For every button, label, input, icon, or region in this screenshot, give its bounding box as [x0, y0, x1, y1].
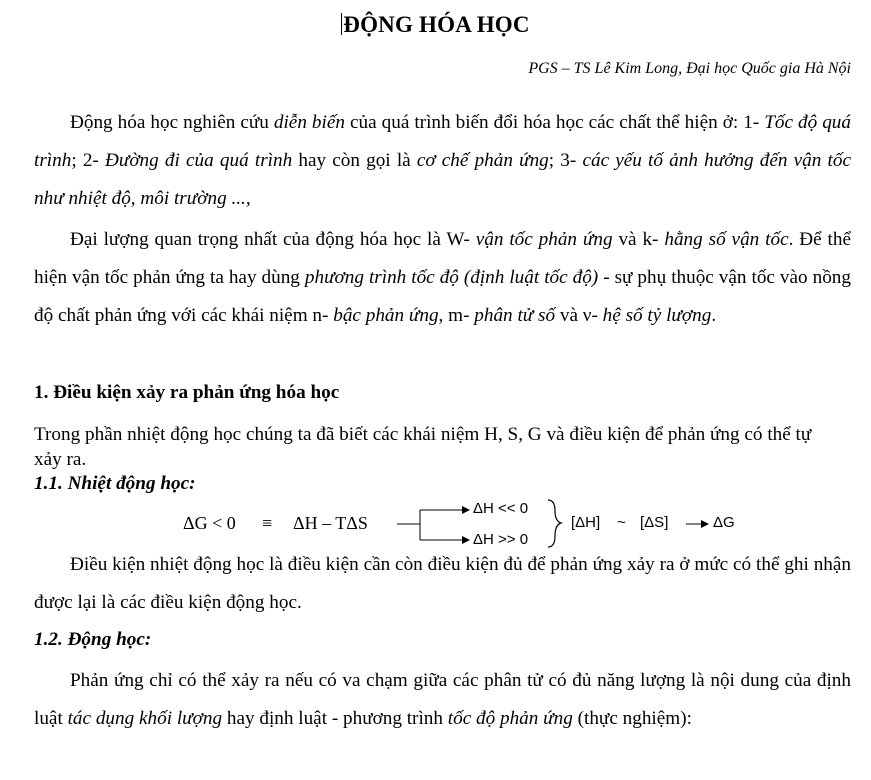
- formula-result: ΔG: [713, 514, 735, 531]
- intro-paragraph: Động hóa học nghiên cứu diễn biến của quá trình biến đổi hóa học các chất thể hiện ở: 1- Tốc độ quá trình; 2- Đường đi của quá trình hay còn gọi là cơ chế phản ứng; 3- các yếu tố ảnh hưởng đến vận tốc như nhiệt độ, môi trường ...,: [34, 112, 851, 209]
- formula-equiv: ≡: [262, 513, 273, 533]
- formula-delta-g: ΔG < 0: [183, 513, 236, 533]
- formula-relation-s: [ΔS]: [640, 514, 669, 531]
- formula-lower: ΔH >> 0: [473, 531, 529, 548]
- document-title: ĐỘNG HÓA HỌC: [343, 12, 530, 37]
- formula-upper: ΔH << 0: [473, 500, 529, 517]
- formula-expression: ΔH – TΔS: [293, 513, 368, 533]
- formula-relation-h: [ΔH]: [571, 514, 601, 531]
- section-1-1-text: Điều kiện nhiệt động học là điều kiện cần còn điều kiện đủ để phản ứng xảy ra ở mức có thể ghi nhận được lại là các điều kiện động học.: [34, 554, 851, 613]
- section-1-1-heading: 1.1. Nhiệt động học:: [34, 473, 196, 494]
- quantity-paragraph: Đại lượng quan trọng nhất của động hóa học là W- vận tốc phản ứng và k- hằng số vận tốc. Để thể hiện vận tốc phản ứng ta hay dùng phương trình tốc độ (định luật tốc độ) - sự phụ thuộc vận tốc vào nồng độ chất phản ứng với các khái niệm n- bậc phản ứng, m- phân tử số và ν- hệ số tỷ lượng.: [34, 229, 851, 326]
- thermo-formula: [0, 494, 871, 554]
- formula-arrows: [0, 494, 871, 554]
- section-1-2-heading: 1.2. Động học:: [34, 629, 152, 650]
- formula-relation-sim: ~: [617, 514, 626, 531]
- section-1-heading: 1. Điều kiện xảy ra phản ứng hóa học: [34, 382, 340, 403]
- author-line: PGS – TS Lê Kim Long, Đại học Quốc gia Hà Nội: [528, 60, 851, 77]
- section-1-2-text: Phản ứng chỉ có thể xảy ra nếu có va chạm giữa các phân tử có đủ năng lượng là nội dung của định luật tác dụng khối lượng hay định luật - phương trình tốc độ phản ứng (thực nghiệm):: [34, 670, 851, 729]
- section-1-text: Trong phần nhiệt động học chúng ta đã biết các khái niệm H, S, G và điều kiện để phản ứng có thể tự xảy ra.: [34, 424, 812, 470]
